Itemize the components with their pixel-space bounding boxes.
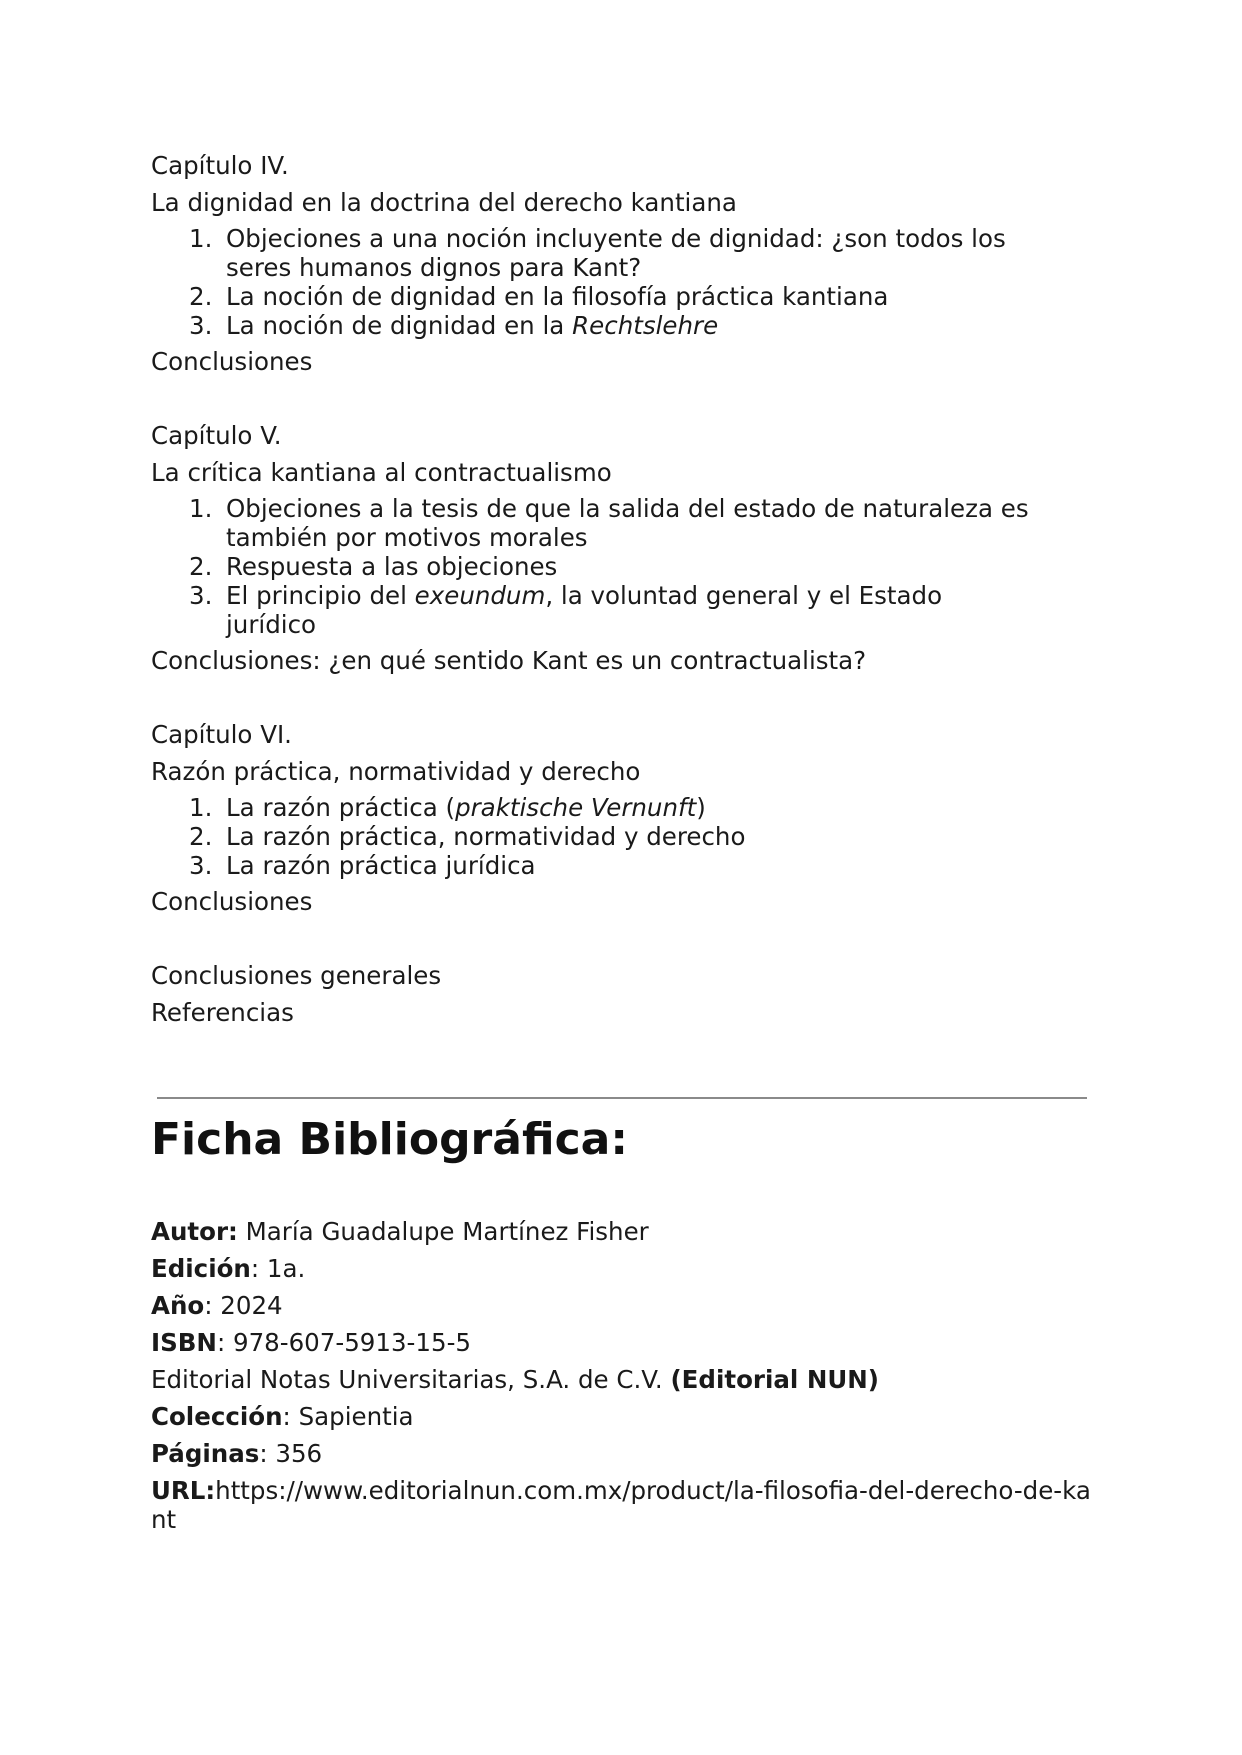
item-number: 2. <box>189 282 213 311</box>
collection-label: Colección <box>151 1402 283 1431</box>
list-item <box>151 494 1111 552</box>
ficha-title: Ficha Bibliográfica: <box>151 1114 628 1165</box>
edition-value: : 1a. <box>250 1254 306 1283</box>
bibliographic-record <box>151 1213 1101 1534</box>
list-item <box>151 851 1111 880</box>
item-text: La noción de dignidad en la <box>226 311 573 340</box>
collection-row <box>151 1398 1101 1435</box>
item-emphasis: praktische Vernunft <box>455 793 697 822</box>
item-text: La razón práctica, normatividad y derecho <box>226 822 746 851</box>
list-item <box>151 282 1111 311</box>
chapter-v <box>151 417 1111 679</box>
item-text-continued: jurídico <box>226 610 317 639</box>
pages-row <box>151 1435 1101 1472</box>
section-divider <box>157 1097 1087 1099</box>
url-row <box>151 1476 1101 1534</box>
general-conclusions: Conclusiones generales <box>151 961 442 990</box>
collection-value: : Sapientia <box>282 1402 414 1431</box>
chapter-iv <box>151 147 1111 380</box>
item-text: Objeciones a la tesis de que la salida del estado de naturaleza es <box>226 494 1029 523</box>
back-matter <box>151 957 1111 1031</box>
item-text-continued: también por motivos morales <box>226 523 588 552</box>
url-label: URL: <box>151 1476 216 1505</box>
item-number: 2. <box>189 822 213 851</box>
chapter-conclusion: Conclusiones <box>151 347 313 376</box>
chapter-heading: Capítulo V. <box>151 421 282 450</box>
chapter-title: La crítica kantiana al contractualismo <box>151 458 612 487</box>
author-row <box>151 1213 1101 1250</box>
item-text-continued: seres humanos dignos para Kant? <box>226 253 642 282</box>
publisher-row <box>151 1361 1101 1398</box>
chapter-items <box>151 790 1111 883</box>
list-item <box>151 552 1111 581</box>
item-text: Objeciones a una noción incluyente de dignidad: ¿son todos los <box>226 224 1006 253</box>
list-item <box>151 822 1111 851</box>
item-number: 2. <box>189 552 213 581</box>
chapter-items <box>151 221 1111 343</box>
references: Referencias <box>151 998 294 1027</box>
item-number: 3. <box>189 581 213 610</box>
item-text: La razón práctica ( <box>226 793 456 822</box>
table-of-contents <box>151 147 1111 1031</box>
chapter-vi <box>151 716 1111 920</box>
item-number: 3. <box>189 311 213 340</box>
item-text: La razón práctica jurídica <box>226 851 536 880</box>
url-link[interactable]: https://www.editorialnun.com.mx/product/la-filosofia-del-derecho-de-kant <box>151 1476 1091 1534</box>
item-number: 1. <box>189 793 213 822</box>
item-emphasis: Rechtslehre <box>572 311 719 340</box>
publisher-value: Editorial Notas Universitarias, S.A. de C.V. <box>151 1365 671 1394</box>
chapter-heading: Capítulo VI. <box>151 720 292 749</box>
isbn-label: ISBN <box>151 1328 217 1357</box>
chapter-heading: Capítulo IV. <box>151 151 289 180</box>
list-item <box>151 311 1111 340</box>
year-value: : 2024 <box>204 1291 283 1320</box>
year-row <box>151 1287 1101 1324</box>
chapter-title: Razón práctica, normatividad y derecho <box>151 757 641 786</box>
year-label: Año <box>151 1291 205 1320</box>
item-emphasis: exeundum <box>414 581 546 610</box>
list-item <box>151 793 1111 822</box>
chapter-title: La dignidad en la doctrina del derecho kantiana <box>151 188 737 217</box>
list-item <box>151 224 1111 282</box>
pages-label: Páginas <box>151 1439 260 1468</box>
author-value: María Guadalupe Martínez Fisher <box>237 1217 649 1246</box>
isbn-row <box>151 1324 1101 1361</box>
publisher-short-name: (Editorial NUN) <box>670 1365 879 1394</box>
isbn-value: : 978-607-5913-15-5 <box>216 1328 471 1357</box>
item-text-after: , la voluntad general y el Estado <box>545 581 943 610</box>
item-text: Respuesta a las objeciones <box>226 552 558 581</box>
edition-label: Edición <box>151 1254 251 1283</box>
item-number: 3. <box>189 851 213 880</box>
chapter-conclusion: Conclusiones: ¿en qué sentido Kant es un contractualista? <box>151 646 867 675</box>
chapter-conclusion: Conclusiones <box>151 887 313 916</box>
chapter-items <box>151 491 1111 642</box>
item-number: 1. <box>189 494 213 523</box>
pages-value: : 356 <box>259 1439 323 1468</box>
item-text-after: ) <box>696 793 706 822</box>
list-item <box>151 581 1111 639</box>
item-text: La noción de dignidad en la filosofía práctica kantiana <box>226 282 889 311</box>
edition-row <box>151 1250 1101 1287</box>
item-number: 1. <box>189 224 213 253</box>
item-text: El principio del <box>226 581 415 610</box>
author-label: Autor: <box>151 1217 238 1246</box>
